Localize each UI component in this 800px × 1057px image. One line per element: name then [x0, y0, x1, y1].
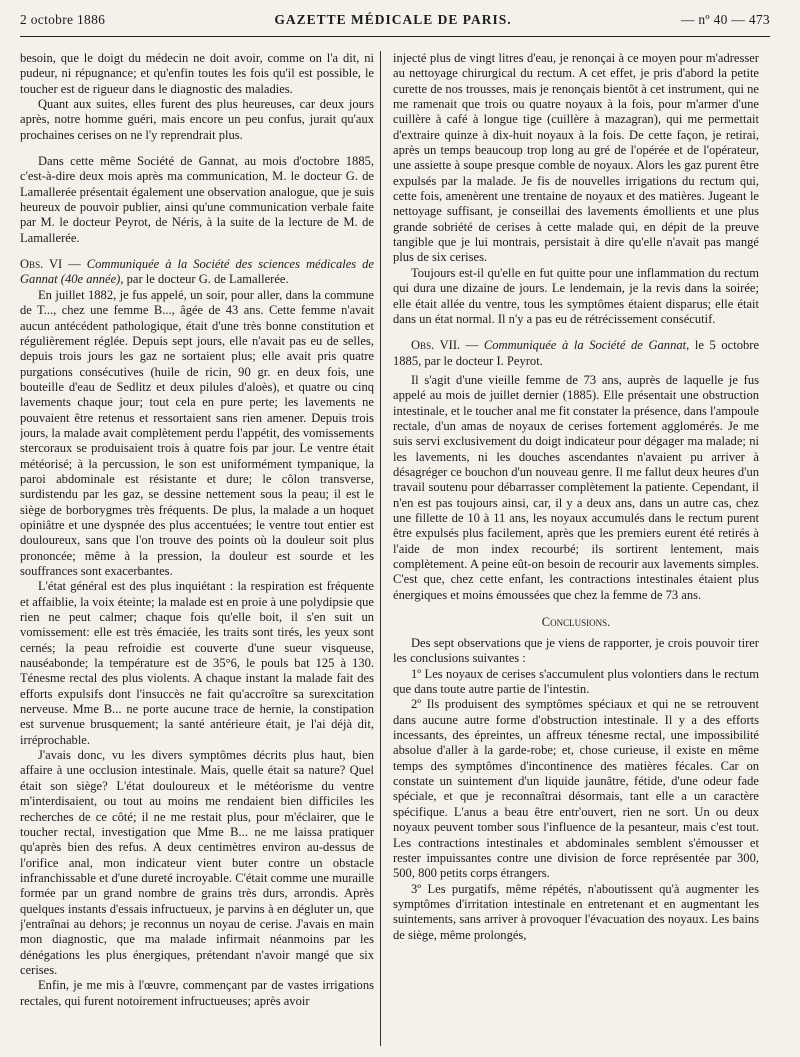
paragraph: Toujours est-il qu'elle en fut quitte pour une inflammation du rectum qui dura une dizaine de jours. Le lendemain, je la revis dans la soirée; elle était allée du ventre, tous les symptômes étaient disparus; elle était dans un état normal. Il n'y a pas eu de rétrécissement consécutif.	[393, 265, 759, 326]
journal-title: GAZETTE MÉDICALE DE PARIS.	[274, 12, 512, 27]
conclusion-item: 3º Les purgatifs, même répétés, n'aboutissent qu'à augmenter les symptômes d'irritation intestinale en entretenant et en augmentant les suintements, sans arriver à provoquer l'évacuation des noyaux. Les bains de siège, même prolongés,	[393, 881, 759, 942]
header-date: 2 octobre 1886	[20, 12, 106, 27]
observation-label: Obs. VI	[20, 257, 63, 272]
text-columns	[20, 51, 770, 1046]
left-column	[20, 51, 380, 1046]
paragraph: injecté plus de vingt litres d'eau, je renonçai à ce moyen pour m'adresser au nettoyage chirurgical du rectum. A cet effet, je pris d'abord la petite curette de nos trousses, mais je renonçais bientôt à cet instrument, qui ne me ramenait que trois ou quatre noyaux à la fois, pour m'armer d'une cuillère à café à longue tige (cuillère à mazagran), qui me permettait d'extraire quinze à dix-huit noyaux à la fois. De cette façon, je retirai, après un temps beaucoup trop long au gré de l'opérée et de l'opérateur, une assiette à soupe presque comble de noyaux. Alors les gaz purent être expulsés par la malade. Je fis de nouvelles irrigations du rectum qui, cette fois, amenèrent une trentaine de noyaux et des matières. Jugeant le nettoyage suffisant, je conseillai des lavements émollients et une plus grande sobriété de cerises à cette malade qui, en dépit de la preuve tangible que je lui montrais, persistait à dire qu'elle n'avait pas mangé plus de six cerises.	[393, 51, 759, 265]
conclusion-item: 1º Les noyaux de cerises s'accumulent plus volontiers dans le rectum que dans toute autre partie de l'intestin.	[393, 666, 759, 697]
paragraph: Enfin, je me mis à l'œuvre, commençant par de vastes irrigations rectales, qui furent notoirement infructueuses; après avoir	[20, 978, 374, 1008]
conclusion-item: 2º Ils produisent des symptômes spéciaux et qui ne se retrouvent dans aucune autre forme d'obstruction intestinale. Il y a des efforts incessants, des épreintes, un affreux ténesme rectal, une impossibilité absolue d'aller à la garde-robe; et, chose curieuse, il existe en même temps des symptômes d'incontinence des matières fécales. Car on constate un suintement d'un liquide jaunâtre, fétide, d'une odeur fade spéciale, et que je reconnaîtrai désormais, tant elle a un caractère spécifique. L'anus a beau être entr'ouvert, rien ne sort. Un ou deux noyaux peuvent tomber sous l'influence de la pesanteur, mais c'est tout. Les contractions intestinales et abdominales semblent s'émousser et rester impuissantes contre une division de force représentée par 300, 500, 800 petits corps étrangers.	[393, 697, 759, 881]
paragraph: Quant aux suites, elles furent des plus heureuses, car deux jours après, notre homme guéri, mais encore un peu confus, jurait qu'aux prochaines cerises on ne l'y reprendrait plus.	[20, 97, 374, 142]
conclusions-heading: Conclusions.	[541, 615, 611, 630]
page-header	[20, 12, 770, 37]
observation-author: par le docteur G. de Lamallerée.	[126, 272, 289, 287]
paragraph: L'état général est des plus inquiétant : la respiration est fréquente et affaiblie, la voix éteinte; la malade est en proie à une polydipsie que rien ne peut calmer; chaque fois qu'elle boit, il s'en suit un vomissement: elle est très émaciée, les traits sont tirés, les yeux sont cernés; la peau refroidie est couverte d'une sueur visqueuse, nauséabonde; la température est de 35°6, le pouls bat 125 à 130. Ténesme rectal des plus violents. A chaque instant la malade fait des efforts expulsifs dont l'insuccès ne fait qu'accroître sa surexcitation nerveuse. Mme B... ne porte aucune trace de hernie, la constipation est survenue brusquement; la santé antérieure était, je l'ai déjà dit, irréprochable.	[20, 579, 374, 747]
observation-heading: Obs. VI — Communiquée à la Société des sciences médicales de Gannat (40e année), par le docteur G. de Lamallerée.	[20, 257, 375, 287]
paragraph: Dans cette même Société de Gannat, au mois d'octobre 1885, c'est-à-dire deux mois après ma communication, M. le docteur G. de Lamallerée présentait également une observation analogue, que je suis heureux de pouvoir publier, ainsi qu'une communication verbale faite par M. le docteur Peyrot, de Néris, à la suite de la lecture de M. de Lamallerée.	[20, 154, 374, 245]
paragraph: En juillet 1882, je fus appelé, un soir, pour aller, dans la commune de T..., chez une femme B..., âgée de 43 ans. Cette femme n'avait aucun antécédent pathologique, était d'une très bonne constitution et régulièrement réglée. Depuis sept jours, elle n'avait pas eu de selles, depuis trois jours les gaz ne sortaient plus; elle avait pris quatre purgations consécutives (huile de ricin, 90 gr. en deux fois, une bouteille d'eau de Sedlitz et deux pilules d'aloès), et quatre ou cinq lavements chaque jour; tout cela en pure perte; les lavements ne pouvaient être retenus et ressortaient sans rien amener. Depuis trois jours, la malade avait complètement perdu l'appétit, des vomissements stercoraux se produisaient trois à quatre fois par jour. Le ventre était météorisé; à la percussion, le son est uniformément tympanique, la paroi abdominale est résistante et dure; le côlon transverse, surdistendu par les gaz, se dessine nettement sous la peau; il est le siège de borborygmes très fréquents. De plus, la malade a un hoquet opiniâtre et une dyspnée des plus accentuées; le ventre tout entier est douloureux, sans que l'on trouve des points où la douleur soit plus prononcée; même à la pression, la douleur est sourde et les souffrances sont exacerbantes.	[20, 287, 374, 578]
issue-page-number: — nº 40 — 473	[680, 12, 770, 27]
paragraph: Il s'agit d'une vieille femme de 73 ans, auprès de laquelle je fus appelé au mois de juillet dernier (1885). Elle présentait une obstruction intestinale, et le toucher anal me fit constater la présence, dans l'ampoule rectale, d'un amas de noyaux de cerises fortement agglomérés. Je me suis servi exclusivement du doigt indicateur pour dégager ma malade; ni les lavements, ni les douches ascendantes n'avaient pu arriver à désagréger ce bouchon d'un nouveau genre. Il me fallut deux heures d'un travail soutenu pour débarrasser complètement la patiente. Cependant, il n'en est pas toujours ainsi, car, il y a deux ans, dans un autre cas, chez une fillette de 10 à 11 ans, les noyaux accumulés dans le rectum purent être expulsés plus facilement, après que les premiers eurent été retirés à l'aide de mon index recourbé; ils sortirent lentement, mais complètement. A peine eût-on besoin de recourir aux lavements simples. C'est que, chez cette enfant, les contractions intestinales étaient plus énergiques et moins émoussées que chez la femme de 73 ans.	[393, 372, 759, 602]
paragraph: J'avais donc, vu les divers symptômes décrits plus haut, bien affaire à une occlusion intestinale. Mais, quelle était sa nature? Quel était son siège? L'état douloureux et le météorisme du ventre m'interdisaient, ou tout au moins me rendaient bien difficiles les recherches de ce côté; il ne me restait plus, pour m'éclairer, que le toucher rectal, investigation que Mme B... ne me laissa pratiquer qu'après bien des refus. A deux centimètres environ au-dessus de l'orifice anal, mon indicateur vient buter contre un obstacle infranchissable et d'une dureté incroyable. C'était comme une muraille formée par un grand nombre de grains très durs, arrondis. Après quelques instants d'essais infructueux, je parvins à en dégluter un, que j'entraînai au dehors; je reconnus un noyau de cerise. J'avais en main mon diagnostic, que ma malade infirmait néanmoins par les dénégations les plus énergiques, prétendant n'avoir mangé que six cerises.	[20, 748, 374, 977]
right-column	[381, 51, 759, 1046]
paragraph: Des sept observations que je viens de rapporter, je crois pouvoir tirer les conclusions suivantes :	[393, 636, 759, 666]
observation-title: Communiquée à la Société des sciences médicales de Gannat (40e année),	[20, 257, 375, 287]
paragraph: besoin, que le doigt du médecin ne doit avoir, comme on l'a dit, ni pudeur, ni répugnance; et qu'enfin toutes les fois qu'il est possible, le toucher est de rigueur dans le diagnostic des maladies.	[20, 51, 374, 96]
observation-heading: Obs. VII. — Communiquée à la Société de Gannat, le 5 octobre 1885, par le docteur I. Peyrot.	[393, 338, 759, 368]
observation-label: Obs. VII.	[411, 338, 461, 353]
observation-author: le 5 octobre 1885, par le docteur I. Peyrot.	[393, 338, 759, 368]
observation-title: Communiquée à la Société de Gannat,	[483, 338, 690, 353]
